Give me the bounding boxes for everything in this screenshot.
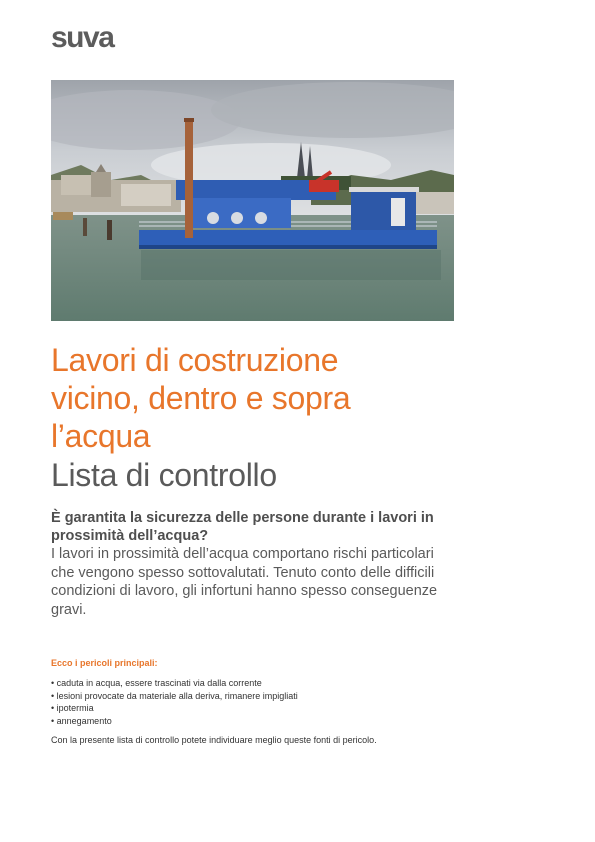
cabin-roof [349,187,419,192]
spud-pole [185,118,193,238]
lead-paragraph: I lavori in prossimità dell’acqua comportano rischi particolari che vengono spesso sottovalutati. Tenuto conto delle difficili condizioni di lavoro, gli infortuni hanno spesso conseguenze gravi. [51,546,438,618]
pontoon-deck-edge [139,245,437,249]
piling [83,218,87,236]
document-subtitle: Lista di controllo [51,457,277,493]
building [91,172,111,197]
hazard-item: • lesioni provocate da materiale alla deriva, rimanere impigliati [51,690,298,703]
hazards-list [51,677,298,727]
piling [53,212,73,220]
machine-house [191,198,291,228]
suva-logo: suva [51,21,114,54]
winch [207,212,219,224]
red-crane [309,180,339,192]
cover-photo-lake-pontoon [51,80,454,321]
document-title [51,341,511,455]
pontoon-illustration [51,80,454,321]
building [61,175,91,195]
lead-question: È garantita la sicurezza delle persone durante i lavori in prossimità dell’acqua? [51,510,434,544]
cabin-door [391,198,405,226]
title-line-3: l’acqua [51,418,151,454]
hazard-item: • annegamento [51,715,298,728]
hazard-item: • ipotermia [51,702,298,715]
building [121,184,171,206]
hazard-item: • caduta in acqua, essere trascinati via dalla corrente [51,677,298,690]
closing-text: Con la presente lista di controllo potete individuare meglio queste fonti di pericolo. [51,735,377,745]
winch [255,212,267,224]
title-line-1: Lavori di costruzione [51,342,339,378]
cabin [351,190,416,230]
hazards-heading: Ecco i pericoli principali: [51,658,158,668]
water-reflection [141,250,441,280]
buildings-right [411,192,454,214]
winch [231,212,243,224]
spud-pole-top [184,118,194,122]
title-line-2: vicino, dentro e sopra [51,380,351,416]
piling [107,220,112,240]
